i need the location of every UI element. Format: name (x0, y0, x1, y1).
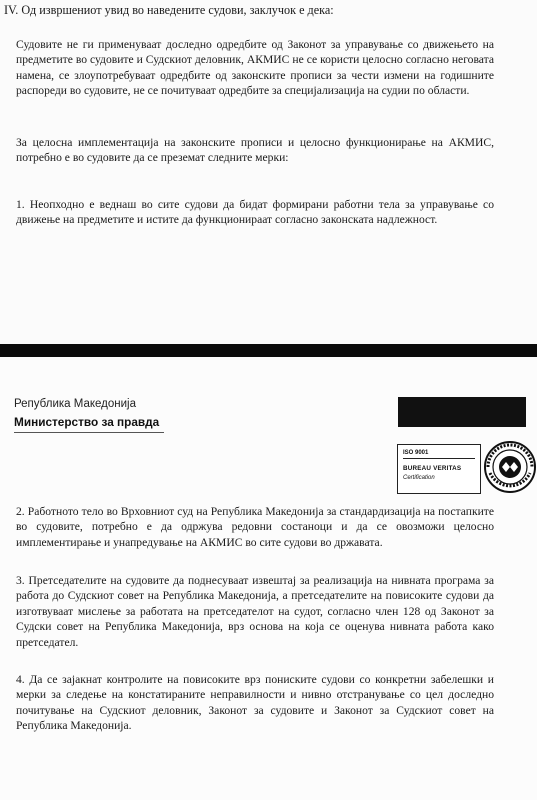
paragraph-measure-2: 2. Работното тело во Врховниот суд на Република Македонија за стандардизација на постапките во судовите, потребно е да одржува редовни состаноци и да се овозможи целосно имплементирање и унапредување на АКМИС во сите судови во државата. (16, 505, 494, 549)
letterhead-country: Република Македонија (14, 398, 136, 410)
letterhead-rule (14, 432, 164, 433)
letterhead-ministry: Министерство за правда (14, 415, 160, 429)
cert-label: Certification (403, 475, 435, 481)
paragraph-measures-intro: За целосна имплементација на законските прописи и целосно функционирање на АКМИС, потребно е во судовите да се преземат следните мерки: (16, 136, 494, 165)
cert-standard: ISO 9001 (403, 450, 429, 456)
redaction-block (398, 397, 526, 427)
paragraph-measure-3: 3. Претседателите на судовите да поднесуваат извештај за реализација на нивната програма за работа до Судскиот совет на Република Македонија, а претседателите на повисоките судови да изготвуваат мислење за работата на претседателот на судот, согласно член 128 од Законот за Судски совет на Република Македонија, врз основа на која се оценува нивната работа како претседател. (16, 574, 494, 649)
document-page-top (0, 0, 537, 344)
paragraph-conclusion: Судовите не ги применуваат доследно одредбите од Законот за управување со движењето на предметите во судовите и Судскиот деловник, АКМИС не се користи целосно согласно неговата намена, се злоупотребуваат одредбите од законските прописи за чести измени на годишните распореди во судовите, не се почитуваат одредбите за специјализација на судии по области. (16, 38, 494, 98)
section-heading: IV. Од извршениот увид во наведените судови, заклучок е дека: (4, 3, 334, 17)
cert-body: BUREAU VERITAS (403, 465, 462, 472)
certification-badge (397, 444, 481, 494)
page-separator-band (0, 344, 537, 357)
paragraph-measure-4: 4. Да се зајакнат контролите на повисоките врз пониските судови со конкретни забелешки и мерки за следење на констатираните неправилности и нивно отстранување со цел доследно почитување на Судскиот деловник, Законот за судовите и Законот за Судскиот совет на Република Македонија. (16, 673, 494, 733)
paragraph-measure-1: 1. Неопходно е веднаш во сите судови да бидат формирани работни тела за управување со движење на предметите и истите да функционираат согласно законската надлежност. (16, 198, 494, 227)
cert-divider (403, 458, 475, 459)
bureau-veritas-seal-icon (482, 439, 537, 495)
document-page-bottom (0, 357, 537, 800)
